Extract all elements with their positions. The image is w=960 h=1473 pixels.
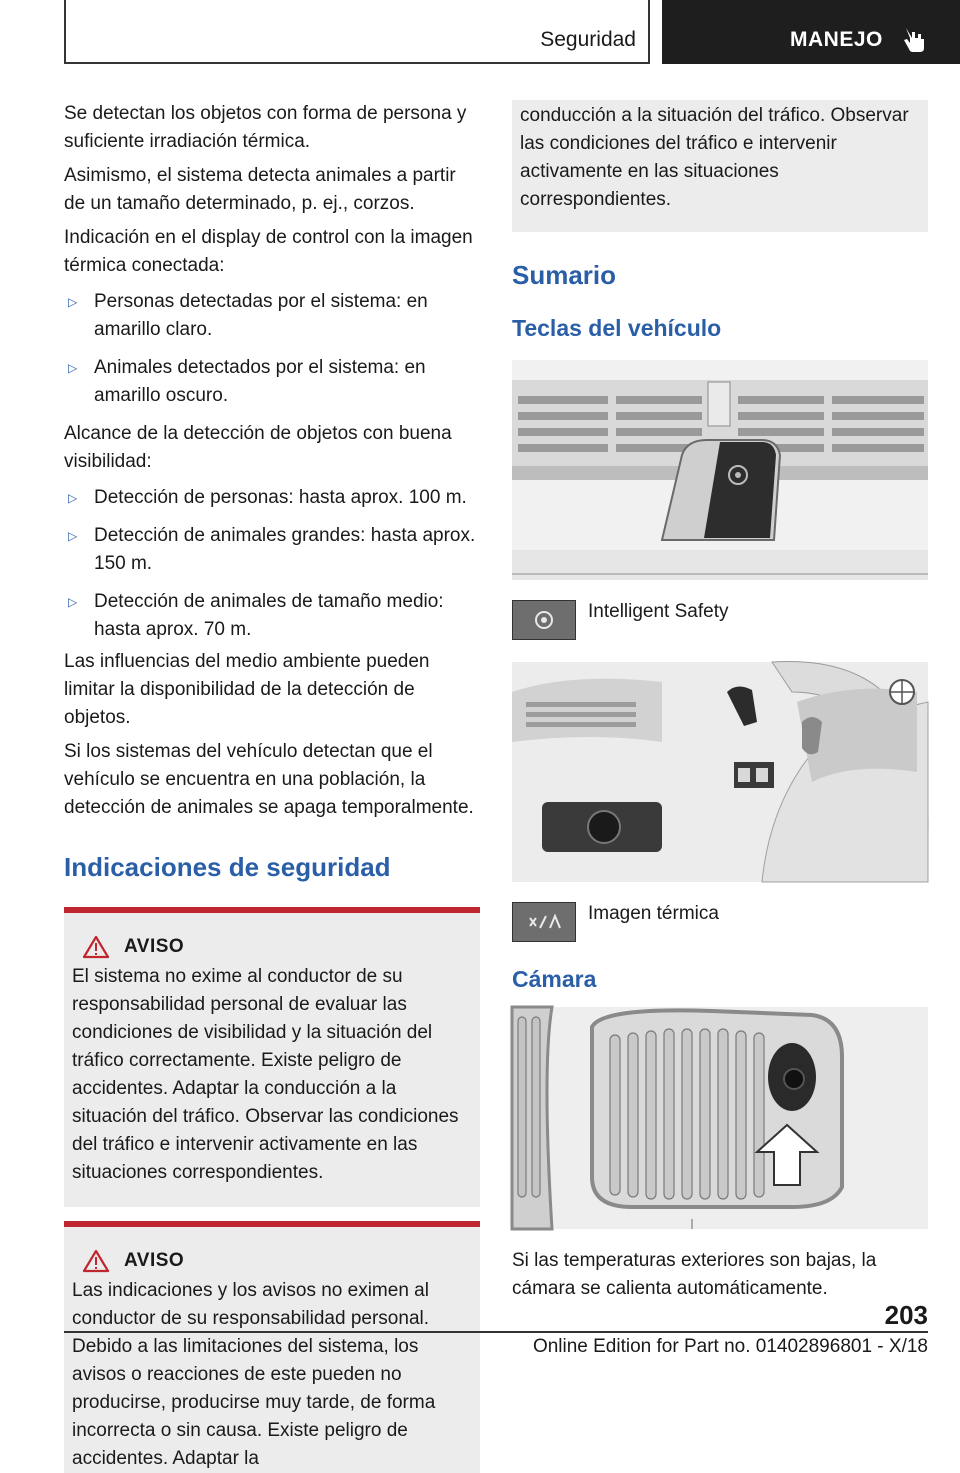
dashboard-button-image (512, 360, 928, 580)
chapter-title: MANEJO (790, 28, 883, 51)
triangle-bullet-icon: ▷ (68, 295, 78, 309)
paragraph: Si los sistemas del vehículo detectan que el vehículo se encuentra en una población, la detección de animales se apaga temporalmente. (64, 741, 474, 818)
bullet-list (64, 288, 480, 410)
bullet-list (64, 484, 480, 644)
header-rule-left (64, 0, 66, 64)
warning-triangle-icon (82, 1249, 110, 1273)
warning-triangle-icon (82, 935, 110, 959)
triangle-bullet-icon: ▷ (68, 595, 78, 609)
warning-text: conducción a la situación del tráfico. Observar las condiciones del tráfico e intervenir activamente en las situaciones correspondientes. (520, 105, 909, 210)
paragraph: Se detectan los objetos con forma de persona y suficiente irradiación térmica. (64, 103, 467, 152)
header-rule-bottom (64, 62, 650, 64)
grille-illustration (512, 1007, 928, 1229)
chapter-tab (662, 0, 960, 64)
dashboard-illustration (512, 360, 928, 580)
warning-box (64, 907, 480, 1207)
list-item: ▷ Personas detectadas por el sistema: en amarillo claro. (64, 288, 480, 344)
key-row (512, 902, 928, 942)
left-column (64, 100, 480, 1473)
warning-continuation-box (512, 100, 928, 232)
intelligent-safety-button-icon (512, 600, 576, 640)
footer-rule (64, 1331, 928, 1333)
cockpit-illustration (512, 662, 928, 882)
paragraph: Asimismo, el sistema detecta animales a partir de un tamaño determinado, p. ej., corzos. (64, 165, 456, 214)
subsection-heading: Cámara (512, 966, 597, 992)
steering-wheel-image (512, 662, 928, 882)
triangle-bullet-icon: ▷ (68, 529, 78, 543)
list-item: ▷ Detección de animales de tamaño medio: hasta aprox. 70 m. (64, 588, 480, 644)
header-section-title: Seguridad (540, 28, 636, 51)
section-heading: Sumario (512, 260, 617, 290)
hand-pointer-icon (902, 26, 928, 54)
list-item: ▷ Animales detectados por el sistema: en amarillo oscuro. (64, 354, 480, 410)
paragraph: Si las temperaturas exteriores son bajas, la cámara se calienta automáticamente. (512, 1250, 877, 1299)
warning-text: El sistema no exime al conductor de su responsabilidad personal de evaluar las condiciones de visibilidad y la situación del tráfico correctamente. Existe peligro de accidentes. Adaptar la conducción a la situación del tráfico. Observar las condiciones del tráfico e intervenir activamente en las situaciones correspondientes. (72, 966, 459, 1183)
triangle-bullet-icon: ▷ (68, 361, 78, 375)
key-row (512, 600, 928, 640)
subsection-heading: Teclas del vehículo (512, 315, 722, 341)
key-label: Imagen térmica (588, 903, 719, 924)
paragraph: Alcance de la detección de objetos con buena visibilidad: (64, 423, 452, 472)
section-heading: Indicaciones de seguridad (64, 852, 391, 882)
warning-text: Las indicaciones y los avisos no eximen al conductor de su responsabilidad personal. Debido a las limitaciones del sistema, los avisos o reacciones de este pueden no producirse, producirse muy tarde, de forma incorrecta o sin causa. Existe peligro de accidentes. Adaptar la (72, 1280, 436, 1469)
key-label: Intelligent Safety (588, 601, 729, 622)
thermal-image-button-icon (512, 902, 576, 942)
warning-title: AVISO (124, 936, 185, 957)
grille-camera-image (512, 1007, 928, 1229)
footer-edition: Online Edition for Part no. 01402896801 - X/18 (532, 1336, 928, 1357)
page-number: 203 (884, 1300, 928, 1330)
right-column (512, 100, 928, 1309)
list-item: ▷ Detección de personas: hasta aprox. 100 m. (64, 484, 480, 512)
warning-box (64, 1221, 480, 1473)
paragraph: Las influencias del medio ambiente pueden limitar la disponibilidad de la detección de objetos. (64, 651, 430, 728)
paragraph: Indicación en el display de control con la imagen térmica conectada: (64, 227, 473, 276)
list-item: ▷ Detección de animales grandes: hasta aprox. 150 m. (64, 522, 480, 578)
triangle-bullet-icon: ▷ (68, 491, 78, 505)
warning-title: AVISO (124, 1250, 185, 1271)
header-rule-right (648, 0, 650, 64)
